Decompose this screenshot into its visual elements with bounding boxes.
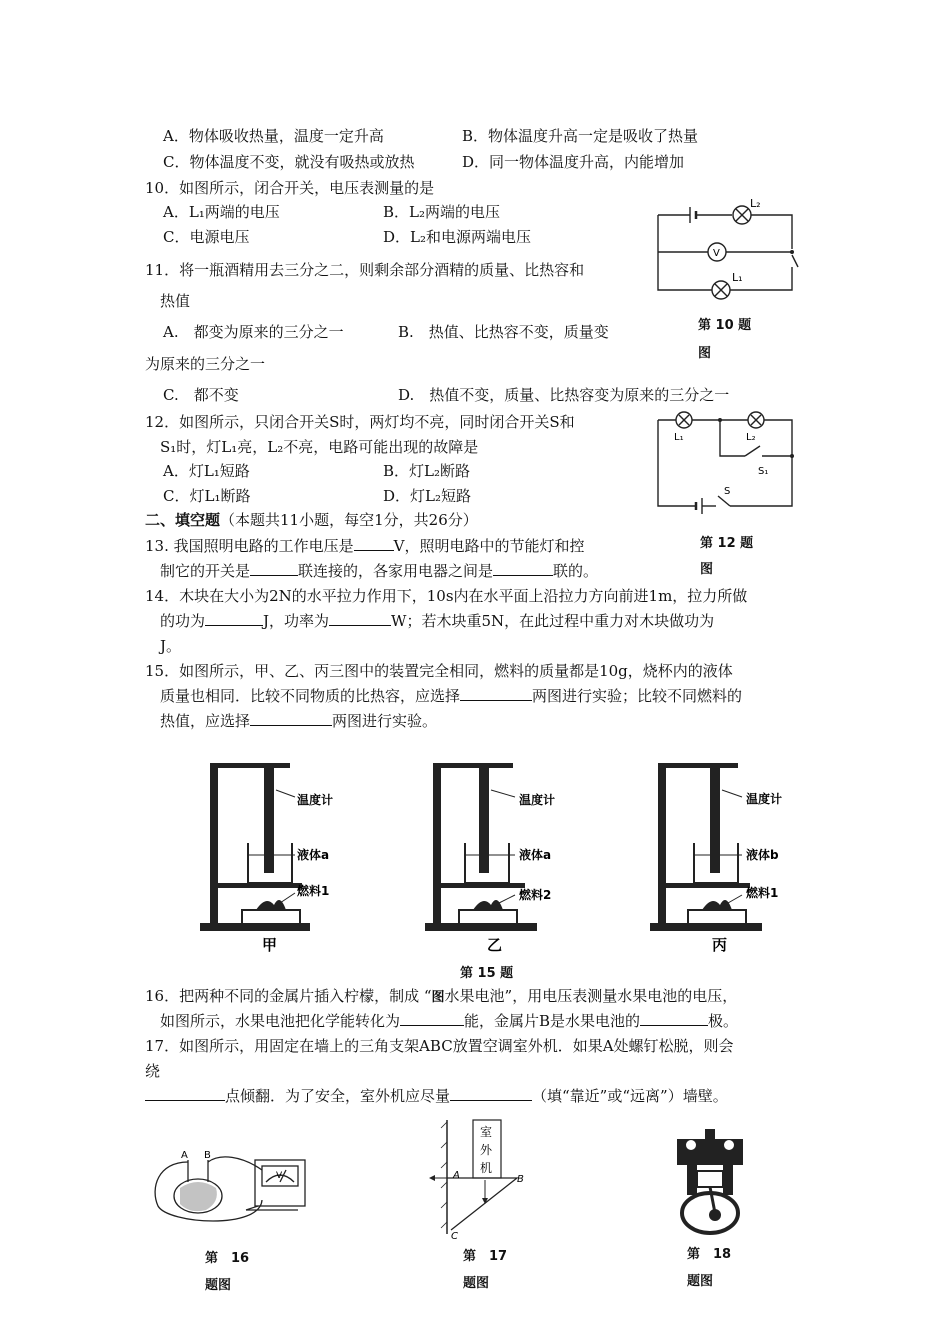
q17-a-label: A: [453, 1170, 460, 1181]
q15-line-3: [160, 711, 437, 731]
q15-bing-fuel-label: 燃料1: [746, 886, 779, 900]
q17-text-3: 点倾翻．为了安全，室外机应尽量: [225, 1087, 451, 1105]
q13-line-1: [145, 536, 584, 556]
q18-engine-diagram: [665, 1125, 755, 1235]
q17-box-char-3: 机: [480, 1161, 493, 1175]
q14-text-3: J，功率为: [263, 612, 330, 630]
section-2-title: 二、填空题: [145, 511, 221, 529]
q15-blank-heat-capacity[interactable]: [460, 686, 532, 701]
q15-text-4: 热值，应选择: [160, 712, 251, 730]
q16-text-1b: 图: [431, 990, 445, 1005]
q17-text-4: （填“靠近”或“远离”）墙壁。: [532, 1087, 728, 1105]
q10-l1-label: L₁: [732, 271, 743, 284]
q15-jia-liquid-label: 液体a: [297, 848, 330, 862]
q12-stem: 12．如图所示，只闭合开关S时，两灯均不亮，同时闭合开关S和: [145, 413, 575, 431]
q16-fig-caption-2: 题图: [205, 1278, 232, 1293]
q13-blank-voltage[interactable]: [354, 536, 394, 551]
q9-option-a: A．物体吸收热量，温度一定升高: [163, 127, 384, 145]
q17-fig-caption: 第 17: [463, 1249, 508, 1264]
q16-text-1c: 水果电池”，用电压表测量水果电池的电压，: [444, 987, 738, 1005]
q15-line-2: [160, 686, 742, 706]
q17-text-2: 绕: [145, 1062, 161, 1080]
q13-text-5: 联的。: [553, 562, 599, 580]
q9-option-c: C．物体温度不变，就没有吸热或放热: [163, 153, 415, 171]
q17-stem: 17．如图所示，用固定在墙上的三角支架ABC放置空调室外机．如果A处螺钉松脱，则会: [145, 1037, 734, 1055]
q12-option-d: D．灯L₂短路: [383, 487, 472, 505]
q10-option-b: B．L₂两端的电压: [383, 203, 500, 221]
q17-b-label: B: [517, 1174, 524, 1185]
q16-fruit-battery-diagram: [150, 1148, 315, 1228]
q16-blank-energy[interactable]: [400, 1011, 464, 1026]
q16-b-label: B: [204, 1150, 211, 1161]
q12-fig-caption-2: 图: [700, 562, 714, 577]
q14-text-4: W；若木块重5N，在此过程中重力对木块做功为: [391, 612, 715, 630]
q15-fig-caption: 第 15 题: [460, 966, 514, 981]
q12-s-label: S: [724, 486, 731, 497]
q10-option-c: C．电源电压: [163, 228, 250, 246]
q16-line-2: [160, 1011, 738, 1031]
q16-fig-caption: 第 16: [205, 1251, 250, 1266]
q12-option-c: C．灯L₁断路: [163, 487, 251, 505]
q12-circuit-diagram: [650, 408, 800, 518]
q13-blank-connection[interactable]: [250, 561, 298, 576]
q16-text-4: 极。: [708, 1012, 739, 1030]
q13-text-3: 制它的开关是: [160, 562, 251, 580]
q16-text-3: 能，金属片B是水果电池的: [464, 1012, 641, 1030]
q12-l2-label: L₂: [746, 432, 756, 443]
q17-fig-caption-2: 题图: [463, 1276, 490, 1291]
q15-stem: 15．如图所示，甲、乙、丙三图中的装置完全相同，燃料的质量都是10g，烧杯内的液体: [145, 662, 733, 680]
q17-box-char-1: 室: [480, 1125, 493, 1139]
q15-yi-name: 乙: [487, 936, 503, 954]
q10-option-d: D．L₂和电源两端电压: [383, 228, 532, 246]
q14-blank-work[interactable]: [205, 611, 263, 626]
q12-s1-label: S₁: [758, 466, 769, 477]
q12-fig-caption: 第 12 题: [700, 536, 754, 551]
q10-fig-caption-2: 图: [698, 346, 712, 361]
q16-line-1: [145, 986, 737, 1008]
q11-option-c: C. 都不变: [163, 386, 239, 404]
q17-blank-point[interactable]: [145, 1086, 225, 1101]
q9-option-d: D．同一物体温度升高，内能增加: [462, 153, 685, 171]
section-2-note: （本题共11小题，每空1分，共26分）: [220, 511, 478, 529]
q16-text-2: 如图所示，水果电池把化学能转化为: [160, 1012, 401, 1030]
q18-fig-caption-2: 题图: [687, 1274, 714, 1289]
q17-c-label: C: [451, 1231, 458, 1242]
q15-text-3: 两图进行实验；比较不同燃料的: [532, 687, 743, 705]
q13-text-2: V，照明电路中的节能灯和控: [393, 537, 585, 555]
q12-option-a: A．灯L₁短路: [163, 462, 250, 480]
q11-stem-cont: 热值: [160, 292, 191, 310]
q15-yi-liquid-label: 液体a: [519, 848, 552, 862]
q15-jia-fuel-label: 燃料1: [297, 884, 330, 898]
q11-stem: 11．将一瓶酒精用去三分之二，则剩余部分酒精的质量、比热容和: [145, 261, 585, 279]
q16-blank-pole[interactable]: [640, 1011, 708, 1026]
q15-apparatus-jia: [200, 755, 375, 955]
q15-apparatus-yi: [425, 755, 600, 955]
q11-option-a: A. 都变为原来的三分之一: [163, 323, 344, 341]
q15-text-5: 两图进行实验。: [332, 712, 438, 730]
q14-text-2: 的功为: [160, 612, 206, 630]
q13-text-4: 联连接的，各家用电器之间是: [298, 562, 494, 580]
q11-option-d: D. 热值不变，质量、比热容变为原来的三分之一: [398, 386, 730, 404]
q15-jia-name: 甲: [262, 936, 278, 954]
q17-bracket-diagram: [425, 1112, 535, 1242]
q9-option-b: B．物体温度升高一定是吸收了热量: [462, 127, 699, 145]
q10-l2-label: L₂: [750, 197, 761, 210]
q11-option-b-cont: 为原来的三分之一: [145, 355, 266, 373]
q15-bing-liquid-label: 液体b: [746, 848, 779, 862]
q14-stem: 14．木块在大小为2N的水平拉力作用下，10s内在水平面上沿拉力方向前进1m，拉力所做: [145, 587, 748, 605]
q10-option-a: A．L₁两端的电压: [163, 203, 280, 221]
q10-stem: 10．如图所示，闭合开关，电压表测量的是: [145, 179, 435, 197]
q15-bing-thermometer-label: 温度计: [746, 792, 783, 806]
section-2-heading: [145, 510, 478, 530]
q13-text-1: 13. 我国照明电路的工作电压是: [145, 537, 354, 555]
q13-blank-appliances[interactable]: [493, 561, 553, 576]
q14-blank-power[interactable]: [329, 611, 391, 626]
q15-blank-fuel-value[interactable]: [250, 711, 332, 726]
q11-option-b: B. 热值、比热容不变，质量变: [398, 323, 609, 341]
q16-a-label: A: [181, 1150, 188, 1161]
q17-box-char-2: 外: [480, 1143, 493, 1157]
q15-text-2: 质量也相同．比较不同物质的比热容，应选择: [160, 687, 461, 705]
q15-bing-name: 丙: [712, 936, 728, 954]
q14-text-5: J。: [160, 637, 182, 655]
q15-yi-fuel-label: 燃料2: [519, 888, 552, 902]
q16-text-1: 16．把两种不同的金属片插入柠檬，制成 “: [145, 987, 432, 1005]
q10-fig-caption: 第 10 题: [698, 318, 752, 333]
q15-yi-thermometer-label: 温度计: [519, 793, 556, 807]
q13-line-2: [160, 561, 598, 581]
q18-fig-caption: 第 18: [687, 1247, 732, 1262]
q12-stem-cont: S₁时，灯L₁亮，L₂不亮，电路可能出现的故障是: [160, 438, 479, 456]
q12-option-b: B．灯L₂断路: [383, 462, 470, 480]
q15-apparatus-bing: [650, 755, 825, 955]
q17-line-3: [145, 1086, 728, 1106]
q16-voltmeter-label: V: [276, 1171, 283, 1181]
q10-voltmeter-label: V: [713, 248, 720, 259]
q15-jia-thermometer-label: 温度计: [297, 793, 334, 807]
q12-l1-label: L₁: [674, 432, 684, 443]
q14-line-2: [160, 611, 714, 631]
q17-blank-position[interactable]: [450, 1086, 532, 1101]
q10-circuit-diagram: [650, 195, 800, 305]
